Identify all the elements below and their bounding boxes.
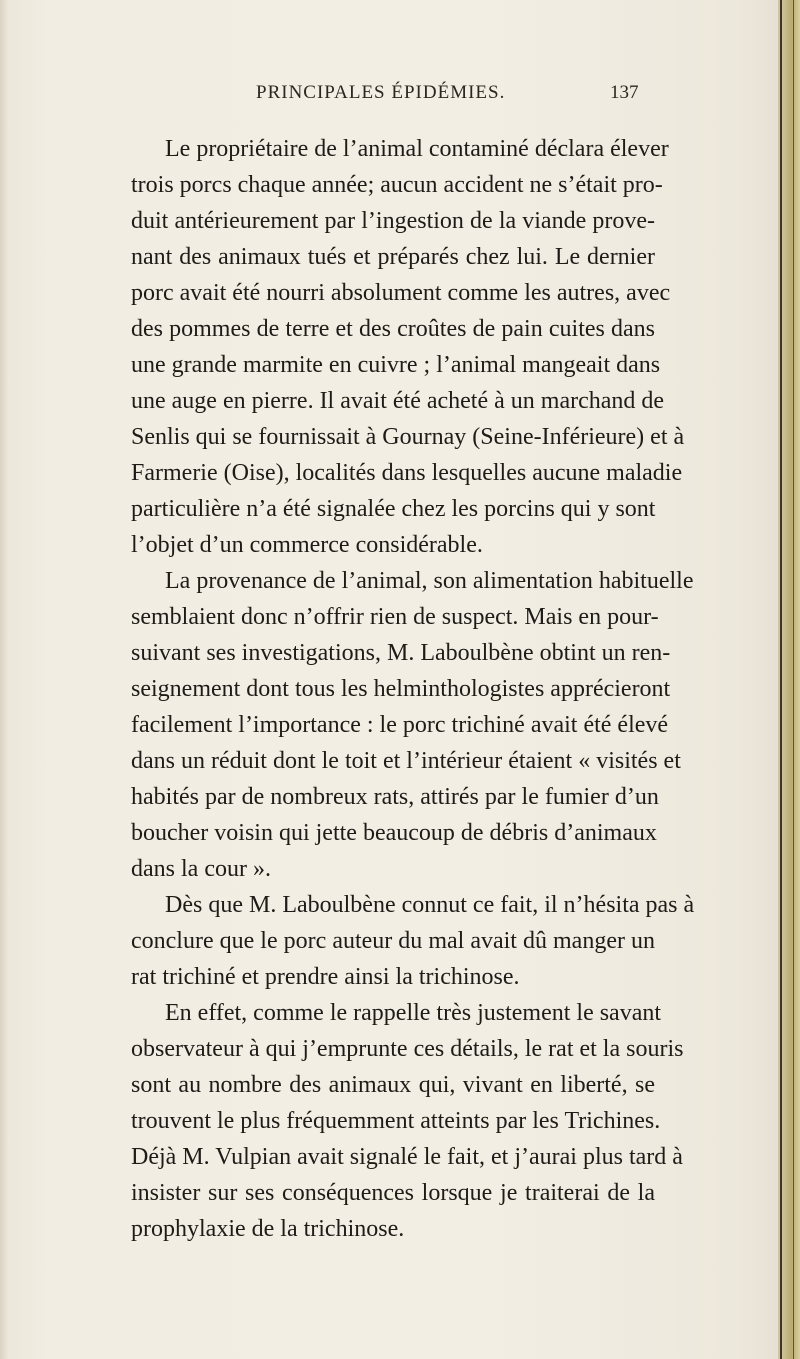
text-line: Senlis qui se fournissait à Gournay (Seine-Inférieure) et à (131, 424, 685, 450)
text-line: une grande marmite en cuivre ; l’animal mangeait dans (131, 352, 661, 378)
text-line: Déjà M. Vulpian avait signalé le fait, et j’aurai plus tard à (131, 1144, 683, 1170)
text-line: observateur à qui j’emprunte ces détails, le rat et la souris (131, 1036, 684, 1062)
text-line: habités par de nombreux rats, attirés par le fumier d’un (131, 784, 659, 810)
page-left-edge (0, 0, 8, 1359)
text-line: rat trichiné et prendre ainsi la trichinose. (131, 964, 520, 990)
text-line: une auge en pierre. Il avait été acheté à un marchand de (131, 388, 665, 414)
text-line: sont au nombre des animaux qui, vivant en liberté, se (131, 1072, 655, 1098)
paragraph (131, 887, 695, 995)
text-line: En effet, comme le rappelle très justement le savant (165, 1000, 662, 1026)
text-line: suivant ses investigations, M. Laboulbène obtint un ren- (131, 640, 671, 666)
text-line: Dès que M. Laboulbène connut ce fait, il n’hésita pas à (165, 892, 695, 918)
text-line: trouvent le plus fréquemment atteints par les Trichines. (131, 1108, 661, 1134)
text-line: porc avait été nourri absolument comme les autres, avec (131, 280, 671, 306)
paragraph (131, 563, 694, 887)
text-line: trois porcs chaque année; aucun accident ne s’était pro- (131, 172, 663, 198)
text-line: Farmerie (Oise), localités dans lesquelles aucune maladie (131, 460, 683, 486)
text-line: La provenance de l’animal, son alimentation habituelle (165, 568, 694, 594)
text-line: Le propriétaire de l’animal contaminé déclara élever (165, 136, 669, 162)
text-line: prophylaxie de la trichinose. (131, 1216, 405, 1242)
text-line: nant des animaux tués et préparés chez lui. Le dernier (131, 244, 655, 270)
text-line: boucher voisin qui jette beaucoup de débris d’animaux (131, 820, 657, 846)
text-line: dans la cour ». (131, 856, 271, 882)
binding-edge-line (793, 0, 794, 1359)
text-line: semblaient donc n’offrir rien de suspect. Mais en pour- (131, 604, 659, 630)
text-line: facilement l’importance : le porc trichiné avait été élevé (131, 712, 669, 738)
running-head: PRINCIPALES ÉPIDÉMIES. (256, 82, 506, 103)
page-header (0, 82, 780, 118)
text-line: des pommes de terre et des croûtes de pain cuites dans (131, 316, 655, 342)
text-line: insister sur ses conséquences lorsque je traiterai de la (131, 1180, 655, 1206)
page-number: 137 (610, 82, 639, 103)
text-line: conclure que le porc auteur du mal avait dû manger un (131, 928, 655, 954)
paragraph (131, 131, 685, 563)
text-line: l’objet d’un commerce considérable. (131, 532, 483, 558)
paragraph (131, 995, 684, 1247)
text-line: seignement dont tous les helminthologistes apprécieront (131, 676, 671, 702)
binding-shadow-line (780, 0, 782, 1359)
body-text (131, 131, 695, 1247)
text-line: particulière n’a été signalée chez les porcins qui y sont (131, 496, 656, 522)
text-line: duit antérieurement par l’ingestion de la viande prove- (131, 208, 655, 234)
text-line: dans un réduit dont le toit et l’intérieur étaient « visités et (131, 748, 681, 774)
